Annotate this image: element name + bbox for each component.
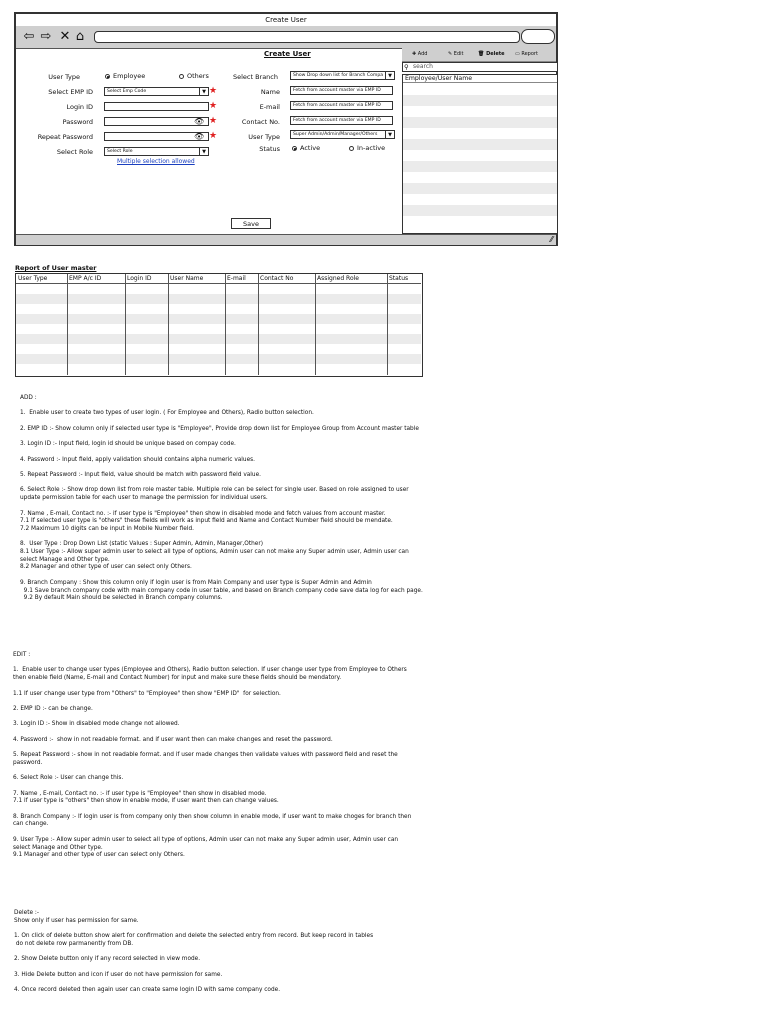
chevron-down-icon: ▼ [385,72,394,79]
name-field[interactable]: Fetch from account master via EMP ID [290,86,393,95]
radio-others[interactable] [179,74,184,79]
list-item[interactable] [403,216,557,227]
list-item[interactable] [403,150,557,161]
trash-icon: 🗑 [478,51,485,57]
multiple-selection-link[interactable]: Multiple selection allowed [117,158,195,165]
user-list-grid [402,74,558,234]
column-header-emp-id[interactable]: EMP A/c ID [69,275,102,282]
browser-search[interactable] [521,29,555,44]
table-row[interactable] [16,314,421,324]
delete-button[interactable] [478,50,505,59]
add-button[interactable] [412,50,427,59]
add-notes: ADD : 1. Enable user to create two types of user login. ( For Employee and Others), Radio button selection. 2. EMP ID :- Show column only if selected user type is "Employee", Provide drop down list for Employee Group from Account master table 3. Login ID :- Input field, login id should be unique based on compay code. 4. Password :- Input field, apply validation should contains alpha numeric values. 5. Repeat Password :- Input field, value should be match with password field value. 6. Select Role :- Show drop down list from role master table. Multiple role can be select for single user. Based on role assigned to user update permission table for each user to manage the permission for individual users. 7. Name , E-mail, Contact no. :- if user type is "Employee" then show in disabled mode and fetch values from account master. 7.1 If selected user type is "others" these fields will work as input field and Name and Contact Number field should be mendate. 7.2 Maximum 10 digits can be input in Mobile Number field. 8. User Type : Drop Down List (static Values : Super Admin, Admin, Manager,Other) 8.1 User Type :- Allow super admin user to select all type of options, Admin user can not make any Super admin user, Admin user can select Manage and Other type. 8.2 Manager and other type of user can select only Others. 9. Branch Company : Show this column only if login user is from Main Company and user type is Super Admin and Admin 9.1 Save branch company code with main company code in user table, and based on Branch company code save data log for each page. 9.2 By default Main should be selected in Branch company columns. [20,395,423,602]
save-button[interactable]: Save [231,218,271,229]
list-item[interactable] [403,117,557,128]
column-header-user-name[interactable]: User Name [170,275,204,282]
table-row[interactable] [16,284,421,294]
add-label: Add [417,51,428,57]
delete-label: Delete [486,51,505,57]
table-row[interactable] [16,294,421,304]
branch-label: Select Branch [232,73,278,81]
report-label: Report [521,51,538,57]
pencil-icon: ✎ [448,51,453,57]
edit-notes: EDIT : 1. Enable user to change user types (Employee and Others), Radio button selection. If user change user type from Employee to Others then enable field (Name, E-mail and Contact Number) for input and make sure these fields should be mendatory. 1.1 If user change user type from "Others" to "Employee" then show "EMP ID" for selection. 2. EMP ID :- can be change. 3. Login ID :- Show in disabled mode change not allowed. 4. Password :- show in not readable format. and if user want then can make changes and reset the password. 5. Repeat Password :- show in not readable format. and if user made changes then validate values with password field and reset the password. 6. Select Role :- User can change this. 7. Name , E-mail, Contact no. :- if user type is "Employee" then show in disabled mode. 7.1 if user type is "others" then show in enable mode, if user want then can change values. 8. Branch Company :- If login user is from company only then show column in enable mode, if user want to make choges for branch then can change. 9. User Type :- Allow super admin user to select all type of options, Admin user can not make any Super admin user, Admin user can select Manage and Other type. 9.1 Manager and other type of user can select only Others. [13,652,412,859]
eye-icon[interactable]: 👁 [194,132,205,141]
usertype2-label: User Type [248,133,280,141]
list-toolbar [402,48,556,62]
radio-active[interactable] [292,146,297,151]
list-search-input[interactable] [402,62,558,72]
radio-employee-label: Employee [113,72,146,80]
login-id-input[interactable] [104,102,209,111]
search-placeholder: search [413,63,433,70]
table-row[interactable] [16,364,421,374]
chevron-down-icon: ▼ [385,131,394,138]
radio-others-label: Others [187,72,209,80]
plus-icon: ✚ [412,51,417,57]
emp-id-label: Select EMP ID [48,88,93,96]
back-arrow-icon[interactable]: ⇦ [23,29,35,44]
required-star-icon: ★ [209,86,218,96]
nav-bar [16,26,556,49]
user-type-label: User Type [48,73,80,81]
report-title: Report of User master [15,264,97,272]
role-select-value: Select Role [107,149,133,154]
password-label: Password [62,118,93,126]
radio-employee[interactable] [105,74,110,79]
role-select[interactable] [104,147,209,156]
column-header-user-type[interactable]: User Type [18,275,48,282]
radio-inactive[interactable] [349,146,354,151]
column-header-login-id[interactable]: Login ID [127,275,152,282]
search-icon: ⚲ [404,63,409,71]
column-header-email[interactable]: E-mail [227,275,246,282]
list-item[interactable] [403,139,557,150]
close-icon[interactable]: ✕ [59,29,71,44]
report-table [15,273,423,377]
column-divider [168,274,169,375]
list-item[interactable] [403,205,557,216]
repeat-password-label: Repeat Password [37,133,93,141]
required-star-icon: ★ [209,116,218,126]
login-id-label: Login ID [66,103,93,111]
edit-label: Edit [453,51,464,57]
delete-notes: Delete :- Show only if user has permission for same. 1. On click of delete button show alert for confirmation and delete the selected entry from record. But keep record in tables do not delete row parmanently from DB. 2. Show Delete button only if any record selected in view mode. 3. Hide Delete button and icon if user do not have permission for same. 4. Once record deleted then again user can create same login ID with same company code. [14,910,374,994]
branch-select-value: Show Drop down list for Branch Compa [293,73,384,78]
column-header-contact[interactable]: Contact No [260,275,294,282]
column-divider [315,274,316,375]
contact-field[interactable]: Fetch from account master via EMP ID [290,116,393,125]
list-item[interactable] [403,183,557,194]
table-row[interactable] [16,354,421,364]
home-icon[interactable]: ⌂ [75,29,85,44]
list-item[interactable] [403,194,557,205]
edit-button[interactable] [448,50,463,59]
column-divider [67,274,68,375]
status-bar [16,234,556,245]
browser-window [14,12,558,246]
status-label: Status [259,145,280,153]
list-item[interactable] [403,106,557,117]
resize-grip-icon[interactable]: ⁄⁄ [550,235,553,244]
contact-label: Contact No. [241,118,280,126]
column-header-role[interactable]: Assigned Role [317,275,359,282]
eye-icon[interactable]: 👁 [194,117,205,126]
list-item[interactable] [403,84,557,95]
column-divider [258,274,259,375]
column-divider [387,274,388,375]
chevron-down-icon: ▼ [199,148,208,155]
url-bar[interactable] [94,31,520,43]
list-item[interactable] [403,128,557,139]
branch-select[interactable] [290,71,395,80]
header-divider [16,283,421,284]
column-divider [125,274,126,375]
form-heading: Create User [264,50,311,58]
name-label: Name [260,88,280,96]
report-button[interactable] [515,50,538,59]
table-row[interactable] [16,344,421,354]
usertype2-select-value: Super Admin/Admin/Manager/Others [293,132,378,137]
chevron-down-icon: ▼ [199,88,208,95]
email-label: E-mail [259,103,280,111]
usertype2-select[interactable] [290,130,395,139]
role-label: Select Role [56,148,93,156]
emp-id-select[interactable] [104,87,209,96]
emp-id-select-value: Select Emp Code [107,89,147,94]
list-item[interactable] [403,172,557,183]
column-divider [225,274,226,375]
table-row[interactable] [16,304,421,314]
forward-arrow-icon[interactable]: ⇨ [40,29,52,44]
required-star-icon: ★ [209,101,218,111]
table-row[interactable] [16,324,421,334]
grid-header: Employee/User Name [403,75,557,83]
list-item[interactable] [403,161,557,172]
list-item[interactable] [403,95,557,106]
required-star-icon: ★ [209,131,218,141]
radio-active-label: Active [300,144,321,152]
email-field[interactable]: Fetch from account master via EMP ID [290,101,393,110]
report-icon: ▭ [515,51,520,57]
radio-inactive-label: In-active [357,144,386,152]
table-row[interactable] [16,334,421,344]
column-header-status[interactable]: Status [389,275,409,282]
window-title: Create User [16,14,556,27]
